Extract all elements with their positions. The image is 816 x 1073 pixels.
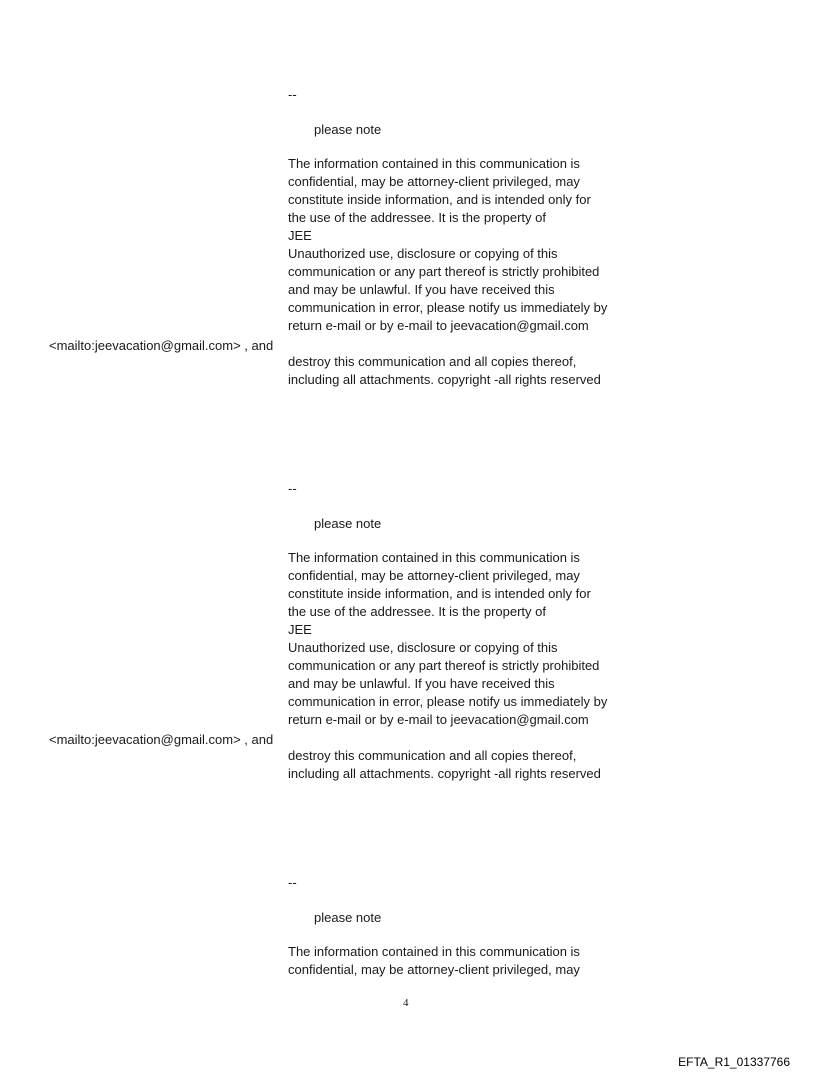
text-line: JEE <box>288 228 312 243</box>
separator-1: -- <box>288 87 297 102</box>
text-line: and may be unlawful. If you have received this <box>288 676 555 691</box>
mailto-link-1[interactable]: <mailto:jeevacation@gmail.com> , and <box>49 338 274 353</box>
text-line: return e-mail or by e-mail to jeevacation@gmail.com <box>288 318 589 333</box>
text-line: JEE <box>288 622 312 637</box>
text-line: communication in error, please notify us immediately by <box>288 300 608 315</box>
disclaimer-paragraph-3a <box>288 943 648 979</box>
text-line: including all attachments. copyright -all rights reserved <box>288 766 601 781</box>
text-line: including all attachments. copyright -all rights reserved <box>288 372 601 387</box>
disclaimer-paragraph-1b <box>288 353 648 389</box>
text-line: destroy this communication and all copies thereof, <box>288 748 577 763</box>
please-note-1: please note <box>314 122 382 137</box>
text-line: the use of the addressee. It is the property of <box>288 210 546 225</box>
text-line: destroy this communication and all copies thereof, <box>288 354 577 369</box>
page-number: 4 <box>403 997 409 1009</box>
text-line: The information contained in this communication is <box>288 944 580 959</box>
document-id: EFTA_R1_01337766 <box>678 1055 790 1069</box>
please-note-3: please note <box>314 910 382 925</box>
text-line: confidential, may be attorney-client privileged, may <box>288 174 580 189</box>
separator-2: -- <box>288 481 297 496</box>
text-line: Unauthorized use, disclosure or copying of this <box>288 640 558 655</box>
text-line: communication in error, please notify us immediately by <box>288 694 608 709</box>
text-line: confidential, may be attorney-client privileged, may <box>288 568 580 583</box>
please-note-2: please note <box>314 516 382 531</box>
text-line: The information contained in this communication is <box>288 156 580 171</box>
text-line: The information contained in this communication is <box>288 550 580 565</box>
disclaimer-paragraph-2a <box>288 549 648 729</box>
text-line: communication or any part thereof is strictly prohibited <box>288 264 600 279</box>
disclaimer-paragraph-1a <box>288 155 648 335</box>
text-line: return e-mail or by e-mail to jeevacation@gmail.com <box>288 712 589 727</box>
mailto-link-2[interactable]: <mailto:jeevacation@gmail.com> , and <box>49 732 274 747</box>
separator-3: -- <box>288 875 297 890</box>
text-line: confidential, may be attorney-client privileged, may <box>288 962 580 977</box>
text-line: constitute inside information, and is intended only for <box>288 192 591 207</box>
text-line: the use of the addressee. It is the property of <box>288 604 546 619</box>
text-line: Unauthorized use, disclosure or copying of this <box>288 246 558 261</box>
disclaimer-paragraph-2b <box>288 747 648 783</box>
text-line: constitute inside information, and is intended only for <box>288 586 591 601</box>
text-line: and may be unlawful. If you have received this <box>288 282 555 297</box>
text-line: communication or any part thereof is strictly prohibited <box>288 658 600 673</box>
